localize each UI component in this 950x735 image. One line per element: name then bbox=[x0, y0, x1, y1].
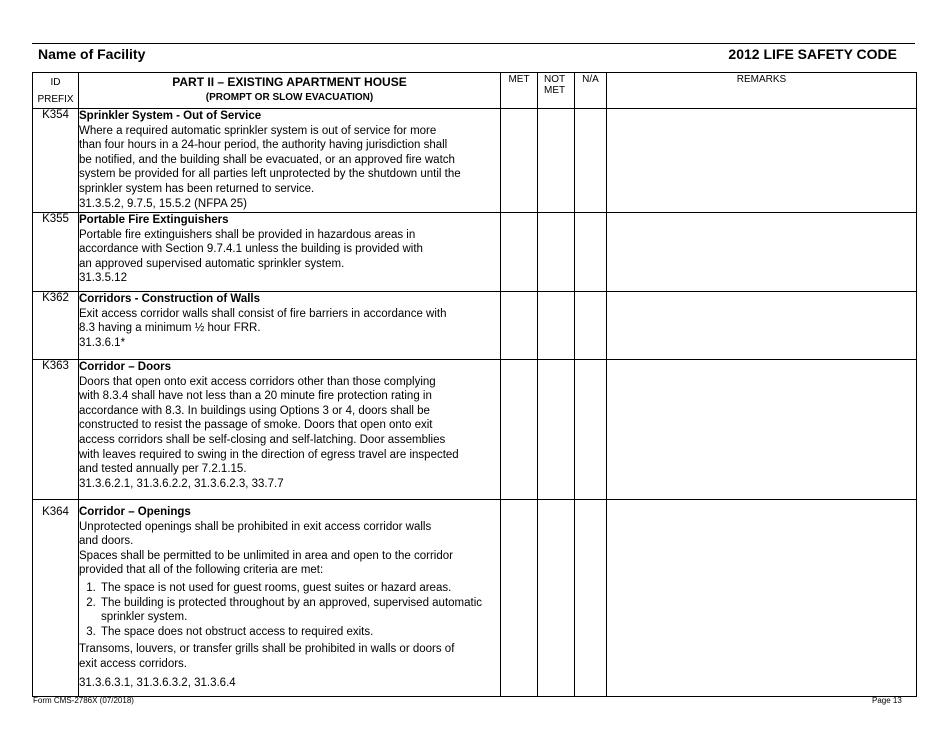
criteria-list bbox=[79, 581, 500, 639]
part-header bbox=[79, 73, 501, 109]
remarks-header: REMARKS bbox=[607, 73, 917, 109]
table-row bbox=[33, 213, 917, 292]
met-cell[interactable] bbox=[501, 109, 538, 213]
met-cell[interactable] bbox=[501, 500, 538, 697]
met-cell[interactable] bbox=[501, 360, 538, 500]
row-citation: 31.3.5.12 bbox=[79, 272, 127, 285]
table-row bbox=[33, 292, 917, 360]
criteria-item: 3. The space does not obstruct access to required exits. bbox=[99, 625, 500, 640]
remarks-cell[interactable] bbox=[607, 500, 917, 697]
not-met-header: NOT MET bbox=[538, 73, 575, 109]
met-header: MET bbox=[501, 73, 538, 109]
table-row bbox=[33, 360, 917, 500]
part-title: PART II – EXISTING APARTMENT HOUSE bbox=[172, 75, 407, 89]
na-header: N/A bbox=[575, 73, 607, 109]
na-cell[interactable] bbox=[575, 213, 607, 292]
na-cell[interactable] bbox=[575, 109, 607, 213]
row-id: K364 bbox=[33, 500, 79, 697]
remarks-cell[interactable] bbox=[607, 360, 917, 500]
remarks-cell[interactable] bbox=[607, 109, 917, 213]
row-description: Sprinkler System - Out of Service Where a required automatic sprinkler system is out of service for more than four hours in a 24-hour period, the authority having jurisdiction shall be notified, and the building shall be evacuated, or an approved fire watch system be provided for all parties left unprotected by the shutdown until the sprinkler system has been returned to service. 31.3.5.2, 9.7.5, 15.5.2 (NFPA 25) bbox=[79, 109, 501, 213]
row-id: K363 bbox=[33, 360, 79, 500]
row-id: K362 bbox=[33, 292, 79, 360]
row-title: Corridor – Openings bbox=[79, 506, 191, 518]
table-row bbox=[33, 109, 917, 213]
row-citation: 31.3.6.1* bbox=[79, 336, 126, 349]
met-cell[interactable] bbox=[501, 292, 538, 360]
code-title: 2012 LIFE SAFETY CODE bbox=[728, 46, 897, 62]
inspection-table bbox=[32, 72, 917, 697]
row-citation: 31.3.6.3.1, 31.3.6.3.2, 31.3.6.4 bbox=[79, 676, 236, 689]
page-number: Page 13 bbox=[872, 696, 902, 705]
remarks-cell[interactable] bbox=[607, 292, 917, 360]
table-header-row bbox=[33, 73, 917, 109]
not-met-cell[interactable] bbox=[538, 292, 575, 360]
row-id: K354 bbox=[33, 109, 79, 213]
not-met-cell[interactable] bbox=[538, 109, 575, 213]
row-title: Corridors - Construction of Walls bbox=[79, 293, 261, 305]
part-subtitle: (PROMPT OR SLOW EVACUATION) bbox=[205, 92, 374, 103]
row-title: Corridor – Doors bbox=[79, 361, 172, 373]
not-met-cell[interactable] bbox=[538, 360, 575, 500]
remarks-cell[interactable] bbox=[607, 213, 917, 292]
not-met-cell[interactable] bbox=[538, 500, 575, 697]
row-citation: 31.3.6.2.1, 31.3.6.2.2, 31.3.6.2.3, 33.7.7 bbox=[79, 477, 284, 490]
na-cell[interactable] bbox=[575, 500, 607, 697]
page-header bbox=[32, 43, 915, 64]
row-description: Corridor – Openings Unprotected openings shall be prohibited in exit access corridor walls and doors. Spaces shall be permitted to be unlimited in area and open to the corridor provided that all of the following criteria are met: 1. The space is not used for guest rooms, guest suites or hazard areas. 2. The building is protected throughout by an approved, supervised automatic sprinkler system. 3. The space does not obstruct access to required exits. Transoms, louvers, or transfer grills shall be prohibited in walls or doors of exit access corridors. 31.3.6.3.1, 31.3.6.3.2, 31.3.6.4 bbox=[79, 500, 501, 697]
row-description: Portable Fire Extinguishers Portable fire extinguishers shall be provided in hazardous areas in accordance with Section 9.7.4.1 unless the building is provided with an approved supervised automatic sprinkler system. 31.3.5.12 bbox=[79, 213, 501, 292]
na-cell[interactable] bbox=[575, 292, 607, 360]
met-cell[interactable] bbox=[501, 213, 538, 292]
row-title: Portable Fire Extinguishers bbox=[79, 214, 229, 226]
na-cell[interactable] bbox=[575, 360, 607, 500]
not-met-cell[interactable] bbox=[538, 213, 575, 292]
row-citation: 31.3.5.2, 9.7.5, 15.5.2 (NFPA 25) bbox=[79, 197, 247, 210]
id-prefix-header: ID PREFIX bbox=[33, 73, 79, 109]
row-description: Corridors - Construction of Walls Exit access corridor walls shall consist of fire barriers in accordance with 8.3 having a minimum ½ hour FRR. 31.3.6.1* bbox=[79, 292, 501, 360]
facility-name-label: Name of Facility bbox=[38, 46, 146, 62]
criteria-item: 1. The space is not used for guest rooms, guest suites or hazard areas. bbox=[99, 581, 500, 596]
row-title: Sprinkler System - Out of Service bbox=[79, 110, 262, 122]
form-id: Form CMS-2786X (07/2018) bbox=[33, 696, 134, 705]
criteria-item: 2. The building is protected throughout by an approved, supervised automatic sprinkler system. bbox=[99, 596, 500, 625]
table-row bbox=[33, 500, 917, 697]
row-id: K355 bbox=[33, 213, 79, 292]
row-description: Corridor – Doors Doors that open onto exit access corridors other than those complying with 8.3.4 shall have not less than a 20 minute fire protection rating in accordance with 8.3. In buildings using Options 3 or 4, doors shall be constructed to resist the passage of smoke. Doors that open onto exit access corridors shall be self-closing and self-latching. Door assemblies with leaves required to swing in the direction of egress travel are inspected and tested annually per 7.2.1.15. 31.3.6.2.1, 31.3.6.2.2, 31.3.6.2.3, 33.7.7 bbox=[79, 360, 501, 500]
